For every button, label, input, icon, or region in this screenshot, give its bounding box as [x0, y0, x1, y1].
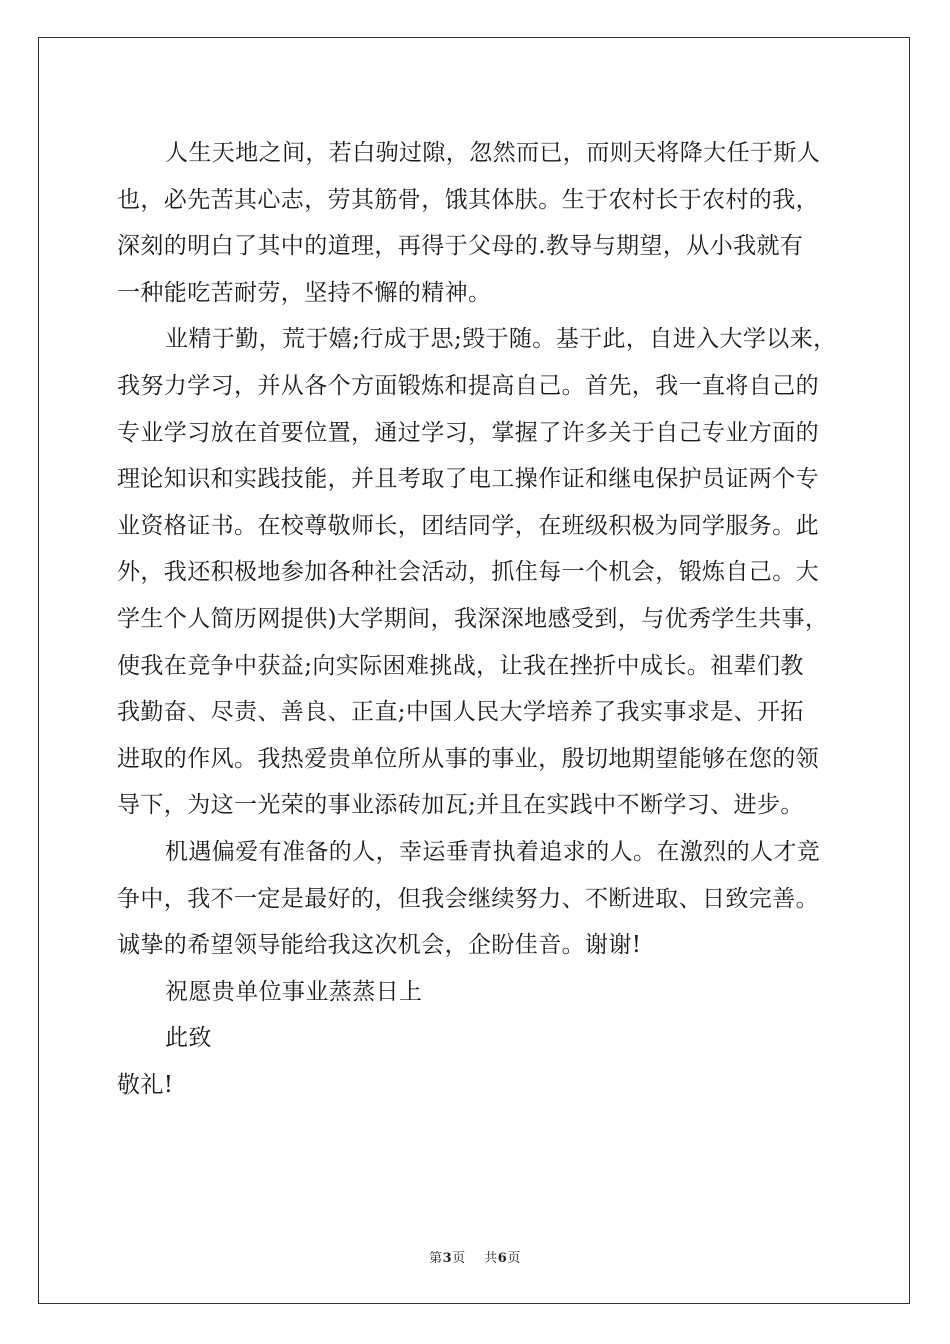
total-prefix: 共: [484, 1251, 498, 1266]
page-footer: [0, 1247, 950, 1266]
text-line: 外，我还积极地参加各种社会活动，抓住每一个机会，锻炼自己。大: [117, 559, 819, 586]
text-line: 导下，为这一光荣的事业添砖加瓦;并且在实践中不断学习、进步。: [117, 792, 804, 819]
text-line: 人生天地之间，若白驹过隙，忽然而已，而则天将降大任于斯人: [165, 140, 821, 166]
text-line: 一种能吃苦耐劳，坚持不懈的精神。: [117, 279, 492, 306]
salutation-line: 敬礼!: [117, 1071, 174, 1098]
text-line: 业资格证书。在校尊敬师长，团结同学，在班级积极为同学服务。此: [117, 512, 819, 539]
text-line: 我勤奋、尽责、善良、正直;中国人民大学培养了我实事求是、开拓: [117, 699, 804, 726]
paragraph-intro: [117, 130, 837, 316]
page-total-number: 6: [497, 1251, 508, 1266]
text-line: 进取的作风。我热爱贵单位所从事的事业，殷切地期望能够在您的领: [117, 745, 819, 772]
text-line: 专业学习放在首要位置，通过学习，掌握了许多关于自己专业方面的: [117, 419, 819, 446]
total-label: 页: [507, 1251, 521, 1266]
document-body: [117, 130, 837, 1108]
wish-line: 祝愿贵单位事业蒸蒸日上: [165, 978, 423, 1005]
paragraph-opportunity: [117, 829, 837, 969]
text-line: 理论知识和实践技能，并且考取了电工操作证和继电保护员证两个专: [117, 466, 819, 493]
paragraph-study: [117, 316, 837, 829]
closing-line: 此致: [165, 1025, 212, 1052]
text-line: 我努力学习，并从各个方面锻炼和提高自己。首先，我一直将自己的: [117, 372, 819, 399]
page-label: 页: [452, 1251, 466, 1266]
page-prefix: 第: [429, 1251, 443, 1266]
text-line: 深刻的明白了其中的道理，再得于父母的.教导与期望，从小我就有: [117, 233, 804, 260]
text-line: 业精于勤，荒于嬉;行成于思;毁于随。基于此，自进入大学以来，: [165, 326, 837, 353]
page-current-number: 3: [442, 1251, 453, 1266]
text-line: 学生个人简历网提供)大学期间，我深深地感受到，与优秀学生共事，: [117, 605, 829, 632]
text-line: 诚挚的希望领导能给我这次机会，企盼佳音。谢谢!: [117, 932, 642, 959]
text-line: 也，必先苦其心志，劳其筋骨，饿其体肤。生于农村长于农村的我，: [117, 186, 819, 213]
text-line: 争中，我不一定是最好的，但我会继续努力、不断进取、日致完善。: [117, 885, 819, 912]
text-line: 机遇偏爱有准备的人，幸运垂青执着追求的人。在激烈的人才竞: [165, 838, 821, 865]
text-line: 使我在竞争中获益;向实际困难挑战，让我在挫折中成长。祖辈们教: [117, 652, 804, 679]
